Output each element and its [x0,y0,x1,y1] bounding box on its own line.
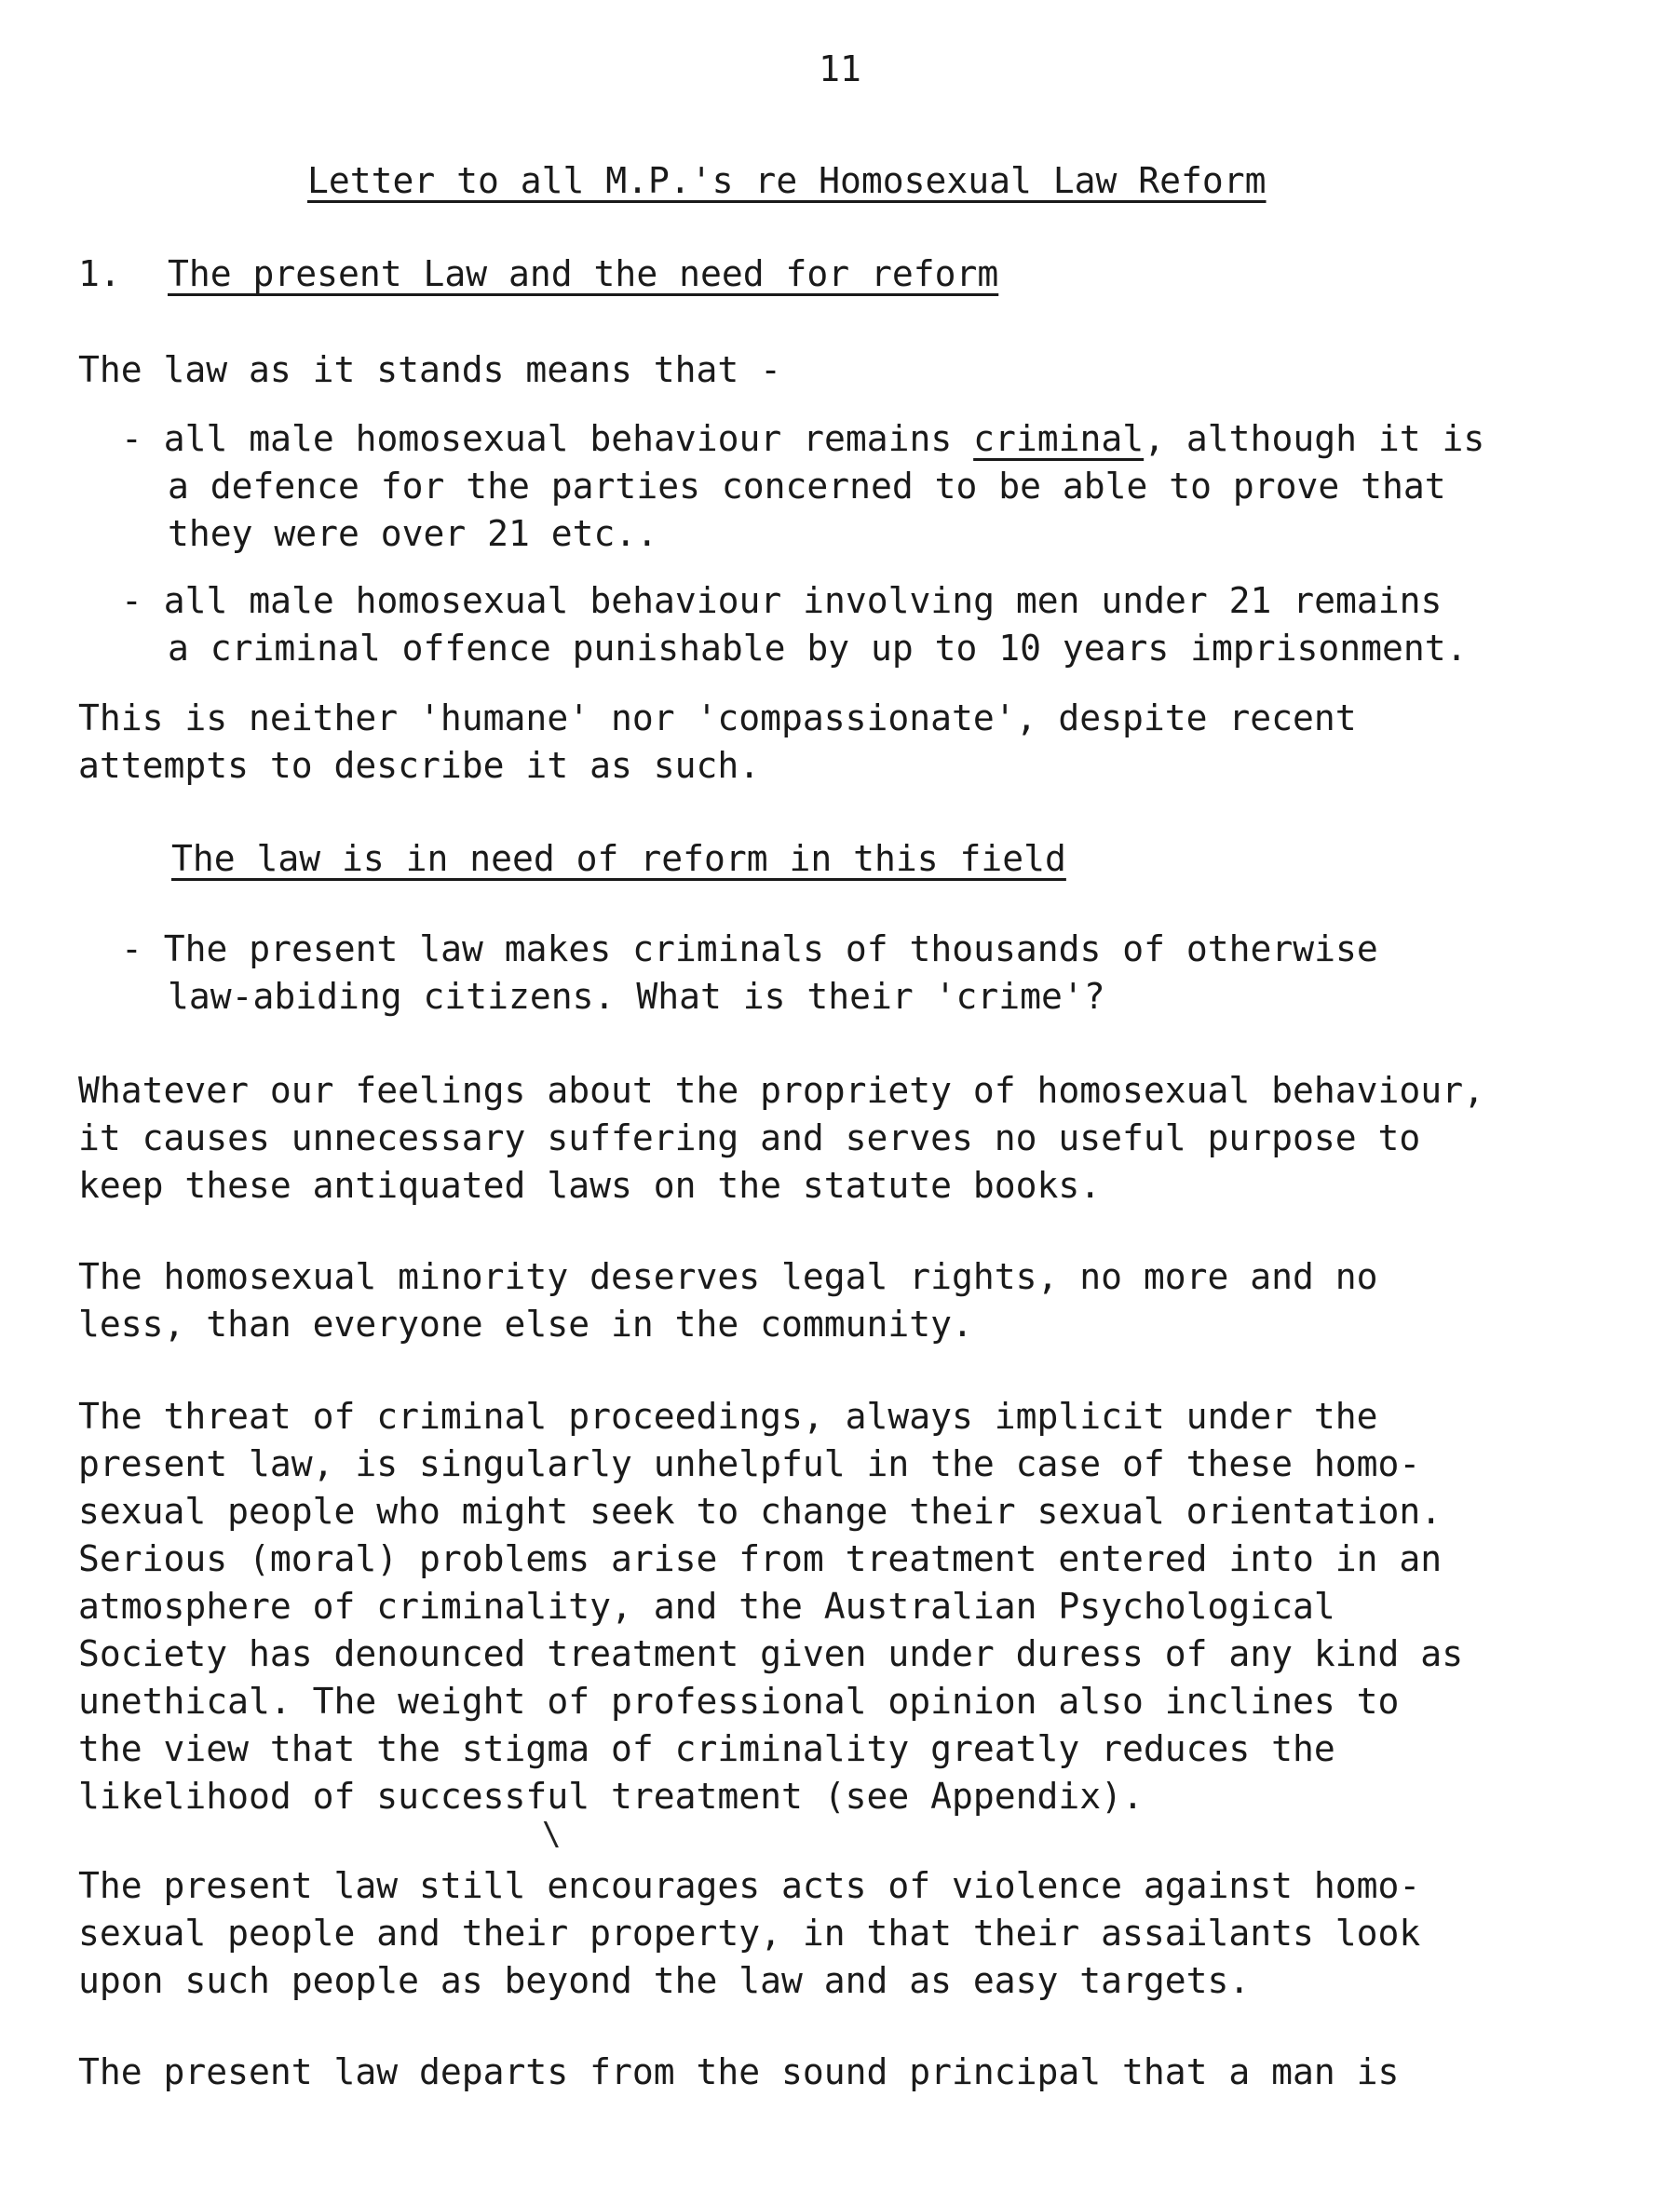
bullet-criminal-after: , although it is a defence for the parties concerned to be able to prove that they were over 21 etc.. [168,418,1485,554]
humane-paragraph: This is neither 'humane' nor 'compassionate', despite recent attempts to describe it as such. [78,697,1357,786]
feelings-paragraph: Whatever our feelings about the propriety of homosexual behaviour, it causes unnecessary suffering and serves no useful purpose to keep these antiquated laws on the statute books. [78,1070,1484,1206]
section-heading-text: The present Law and the need for reform [168,253,999,294]
violence-paragraph: The present law still encourages acts of violence against homo- sexual people and their property, in that their assailants look upon such people as beyond the law and as easy targets. [78,1865,1421,2001]
threat-paragraph: The threat of criminal proceedings, always implicit under the present law, is singularly unhelpful in the case of these homo- sexual people who might seek to change their sexual orientation. Serious (moral) problems arise from treatment entered into in an atmosphere of criminality, and the Australian Psychological Society has denounced treatment given under duress of any kind as unethical. The weight of professional opinion also inclines to the view that the stigma of criminality greatly reduces the likelihood of successful treatment (see Appendix). [78,1396,1464,1817]
section-number: 1. [78,253,121,294]
bullet-criminal [121,415,1676,558]
letter-title: Letter to all M.P.'s re Homosexual Law Reform [307,160,1267,201]
page-number: 11 [819,48,861,89]
intro-paragraph: The law as it stands means that - [78,349,781,390]
bullet-criminal-before: all male homosexual behaviour remains [163,418,974,459]
reform-subheading: The law is in need of reform in this field [171,838,1066,879]
principal-paragraph: The present law departs from the sound principal that a man is [78,2051,1400,2092]
bullet-criminal-emphasis: criminal [973,418,1145,459]
bullet-under-21: - all male homosexual behaviour involving men under 21 remains a criminal offence punishable by up to 10 years imprisonment. [121,580,1468,669]
minority-paragraph: The homosexual minority deserves legal rights, no more and no less, than everyone else in the community. [78,1256,1378,1345]
bullet-law-abiding: - The present law makes criminals of thousands of otherwise law-abiding citizens. What is their 'crime'? [121,928,1378,1017]
section-heading [78,250,998,298]
handwritten-mark: \ [542,1816,562,1853]
bullet-dash: - [121,418,164,459]
